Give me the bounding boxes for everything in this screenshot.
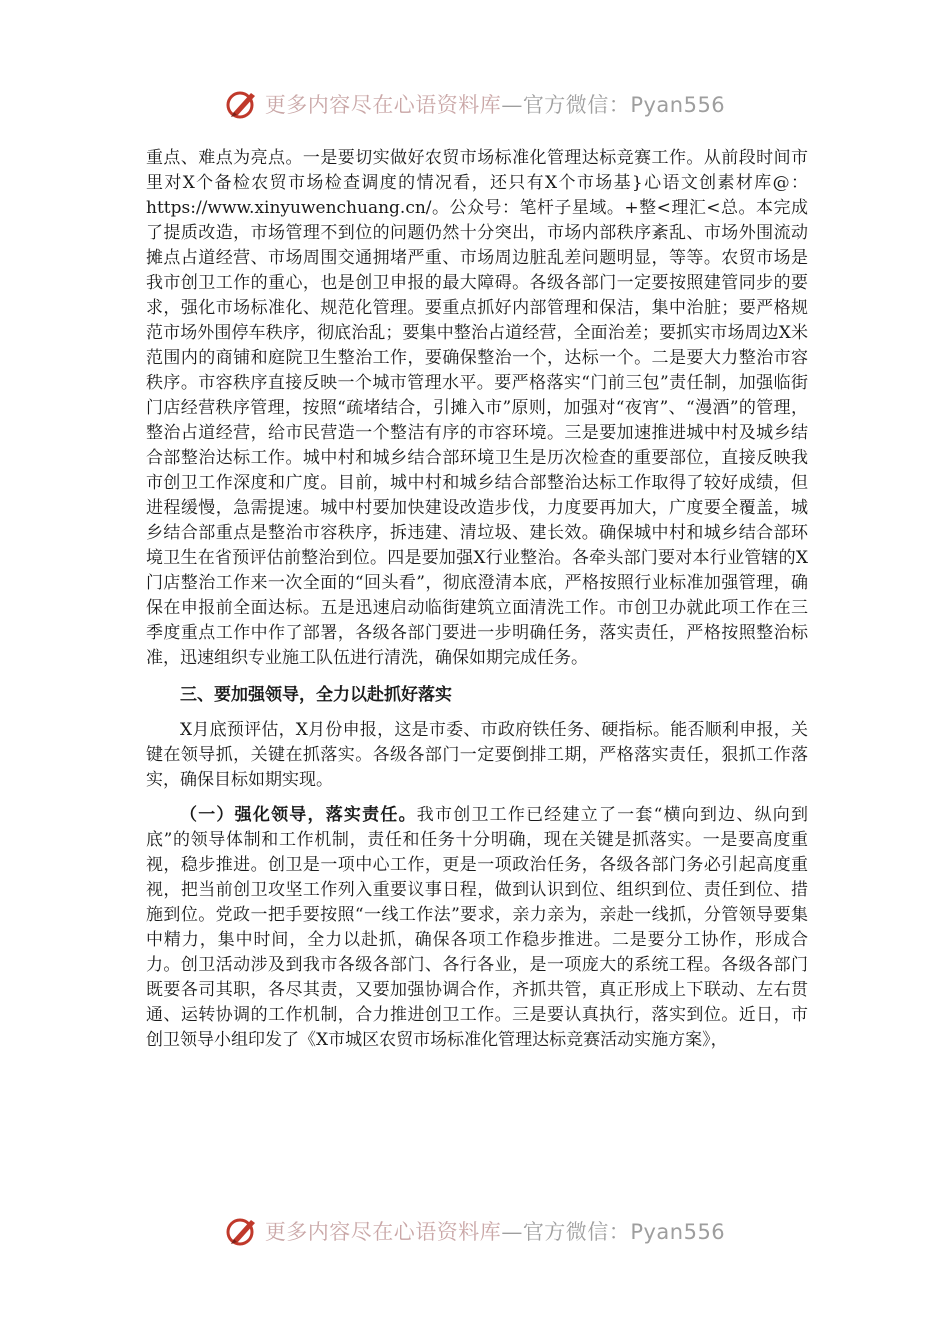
- paragraph-1: 重点、难点为亮点。一是要切实做好农贸市场标准化管理达标竞赛工作。从前段时间市里对X个备检农贸市场检查调度的情况看，还只有X个市场基}心语文创素材库@：https://www.xinyuwenchuang.cn/。公众号：笔杆子星域。+整<理汇<总。本完成了提质改造，市场管理不到位的问题仍然十分突出，市场内部秩序紊乱、市场外围流动摊点占道经营、市场周围交通拥堵严重、市场周边脏乱差问题明显，等等。农贸市场是我市创卫工作的重心，也是创卫申报的最大障碍。各级各部门一定要按照建管同步的要求，强化市场标准化、规范化管理。要重点抓好内部管理和保洁，集中治脏；要严格规范市场外围停车秩序，彻底治乱；要集中整治占道经营，全面治差；要抓实市场周边X米范围内的商铺和庭院卫生整治工作，要确保整治一个，达标一个。二是要大力整治市容秩序。市容秩序直接反映一个城市管理水平。要严格落实“门前三包”责任制，加强临街门店经营秩序管理，按照“疏堵结合，引摊入市”原则，加强对“夜宵”、“漫酒”的管理，整治占道经营，给市民营造一个整洁有序的市容环境。三是要加速推进城中村及城乡结合部整治达标工作。城中村和城乡结合部环境卫生是历次检查的重要部位，直接反映我市创卫工作深度和广度。目前，城中村和城乡结合部整治达标工作取得了较好成绩，但进程缓慢，急需提速。城中村要加快建设改造步伐，力度要再加大，广度要全覆盖，城乡结合部重点是整治市容秩序，拆违建、清垃圾、建长效。确保城中村和城乡结合部环境卫生在省预评估前整治到位。四是要加强X行业整治。各牵头部门要对本行业管辖的X门店整治工作来一次全面的“回头看”，彻底澄清本底，严格按照行业标准加强管理，确保在申报前全面达标。五是迅速启动临街建筑立面清洗工作。市创卫办就此项工作在三季度重点工作中作了部署，各级各部门要进一步明确任务，落实责任，严格按照整治标准，迅速组织专业施工队伍进行清洗，确保如期完成任务。: [146, 148, 808, 668]
- watermark-text: 更多内容尽在心语资料库—官方微信：Pyan556: [264, 1220, 726, 1244]
- paragraph-3-lead: （一）强化领导，落实责任。: [180, 805, 417, 825]
- paragraph-2: X月底预评估，X月份申报，这是市委、市政府铁任务、硬指标。能否顺利申报，关键在领导抓，关键在抓落实。各级各部门一定要倒排工期，严格落实责任，狠抓工作落实，确保目标如期实现。: [146, 720, 808, 790]
- paragraph-3-text: 我市创卫工作已经建立了一套“横向到边、纵向到底”的领导体制和工作机制，责任和任务十分明确，现在关键是抓落实。一是要高度重视，稳步推进。创卫是一项中心工作，更是一项政治任务，各级各部门务必引起高度重视，把当前创卫攻坚工作列入重要议事日程，做到认识到位、组织到位、责任到位、措施到位。党政一把手要按照“一线工作法”要求，亲力亲为，亲赴一线抓，分管领导要集中精力，集中时间，全力以赴抓，确保各项工作稳步推进。二是要分工协作，形成合力。创卫活动涉及到我市各级各部门、各行各业，是一项庞大的系统工程。各级各部门既要各司其职，各尽其责，又要加强协调合作，齐抓共管，真正形成上下联动、左右贯通、运转协调的工作机制，合力推进创卫工作。三是要认真执行，落实到位。近日，市创卫领导小组印发了《X市城区农贸市场标准化管理达标竞赛活动实施方案》，: [146, 805, 808, 1050]
- header-watermark: [0, 84, 950, 124]
- pen-circle-logo-icon: [225, 87, 259, 121]
- document-body: [146, 146, 808, 1053]
- paragraph-3: [146, 803, 808, 1053]
- watermark-text: 更多内容尽在心语资料库—官方微信：Pyan556: [264, 93, 726, 117]
- section-heading-3: 三、要加强领导，全力以赴抓好落实: [180, 685, 452, 705]
- footer-watermark: [0, 1211, 950, 1251]
- pen-circle-logo-icon: [225, 1214, 259, 1248]
